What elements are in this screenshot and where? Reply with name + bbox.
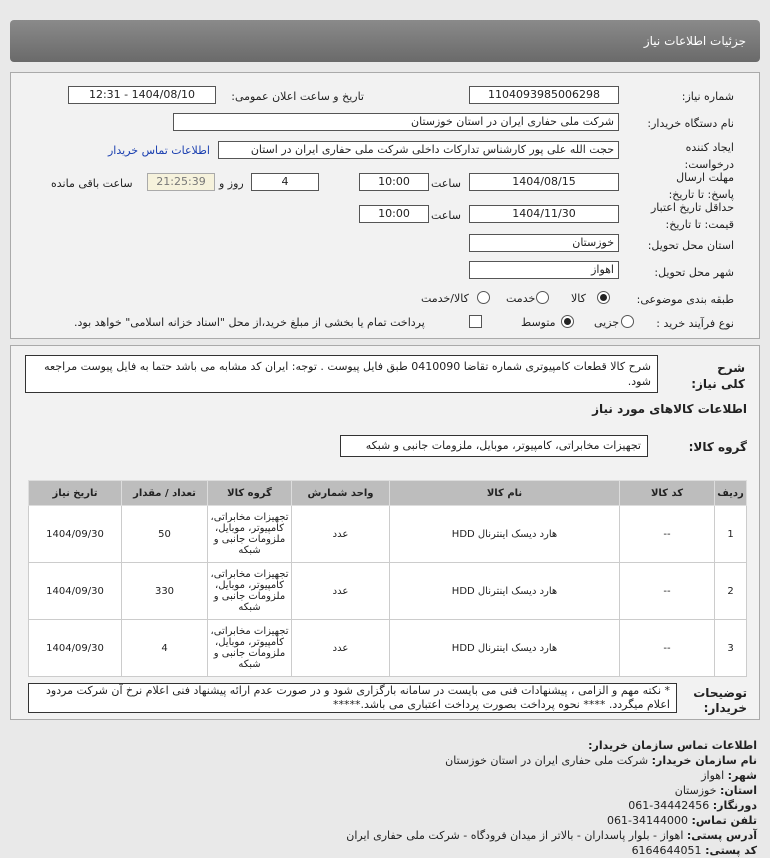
cell-qty: 50	[122, 506, 208, 563]
province-field: خوزستان	[469, 234, 619, 252]
contact-postal: 6164644051	[631, 844, 702, 857]
col-group: گروه کالا	[208, 481, 292, 506]
need-number-field: 1104093985006298	[469, 86, 619, 104]
cell-unit: عدد	[292, 563, 390, 620]
validity-label: حداقل تاریخ اعتبار قیمت: تا تاریخ:	[650, 201, 734, 231]
cell-code: --	[620, 563, 715, 620]
cell-name: هارد دیسک اینترنال HDD	[390, 506, 620, 563]
contact-org-label: نام سازمان خریدار:	[651, 754, 757, 767]
buyer-notes-label: توضیحات خریدار:	[693, 686, 747, 715]
creator-label: ایجاد کننده درخواست:	[684, 141, 734, 171]
deadline-label: مهلت ارسال پاسخ: تا تاریخ:	[668, 171, 734, 201]
group-label: گروه کالا:	[688, 440, 747, 454]
table-row	[29, 506, 747, 563]
contact-city: اهواز	[701, 769, 725, 782]
category-goods-label: کالا	[571, 292, 586, 305]
contact-phone: 34144000-061	[607, 814, 689, 827]
cell-name: هارد دیسک اینترنال HDD	[390, 620, 620, 677]
buyer-org-label: نام دستگاه خریدار:	[647, 117, 734, 130]
goods-heading: اطلاعات کالاهای مورد نیاز	[592, 402, 747, 416]
table-row	[29, 620, 747, 677]
buyer-contact-link[interactable]: اطلاعات تماس خریدار	[108, 144, 210, 157]
cell-unit: عدد	[292, 620, 390, 677]
contact-phone-label: تلفن تماس:	[691, 814, 757, 827]
days-field: 4	[251, 173, 319, 191]
cell-qty: 4	[122, 620, 208, 677]
contact-fax: 34442456-061	[628, 799, 710, 812]
process-label: نوع فرآیند خرید :	[656, 317, 734, 330]
col-qty: تعداد / مقدار	[122, 481, 208, 506]
treasury-checkbox[interactable]	[469, 315, 482, 328]
contact-address-label: آدرس پستی:	[686, 829, 757, 842]
col-name: نام کالا	[390, 481, 620, 506]
cell-code: --	[620, 506, 715, 563]
description-box: شرح کالا قطعات کامپیوتری شماره تقاضا 0410090 طبق فایل پیوست . توجه: ایران کد مشابه می باشد حتما به فایل پیوست مراجعه شود.	[25, 355, 658, 393]
buyer-notes-box: * نکته مهم و الزامی ، پیشنهادات فنی می بایست در سامانه بارگزاری شود و در صورت عدم ارائه پیشنهاد فنی اعلام نرخ آن شرکت مردود اعلام میگردد. **** نحوه پرداخت بصورت پرداخت اعتباری می باشد.*****	[28, 683, 677, 713]
treasury-note: پرداخت تمام یا بخشی از مبلغ خرید،از محل "اسناد خزانه اسلامی" خواهد بود.	[74, 316, 425, 329]
deadline-date-field: 1404/08/15	[469, 173, 619, 191]
city-label: شهر محل تحویل:	[654, 266, 734, 279]
buyer-org-field: شرکت ملی حفاری ایران در استان خوزستان	[173, 113, 619, 131]
contact-title: اطلاعات تماس سازمان خریدار:	[588, 739, 757, 752]
need-number-label: شماره نیاز:	[681, 90, 734, 103]
category-both-radio[interactable]	[477, 291, 490, 304]
process-medium-label: متوسط	[521, 316, 556, 329]
cell-group: تجهیزات مخابراتی، کامپیوتر، موبایل، ملزومات جانبی و شبکه	[208, 506, 292, 563]
col-date: تاریخ نیاز	[29, 481, 122, 506]
group-box: تجهیزات مخابراتی، کامپیوتر، موبایل، ملزومات جانبی و شبکه	[340, 435, 648, 457]
cell-row: 1	[715, 506, 747, 563]
cell-date: 1404/09/30	[29, 620, 122, 677]
contact-address: اهواز - بلوار پاسداران - بالاتر از میدان فرودگاه - شرکت ملی حفاری ایران	[346, 829, 684, 842]
validity-time-field: 10:00	[359, 205, 429, 223]
announce-field: 1404/08/10 - 12:31	[68, 86, 216, 104]
contact-org: شرکت ملی حفاری ایران در استان خوزستان	[445, 754, 649, 767]
contact-province-label: استان:	[720, 784, 757, 797]
cell-qty: 330	[122, 563, 208, 620]
cell-date: 1404/09/30	[29, 563, 122, 620]
category-both-label: کالا/خدمت	[421, 292, 469, 305]
buyer-contact-info	[346, 738, 757, 858]
cell-name: هارد دیسک اینترنال HDD	[390, 563, 620, 620]
deadline-time-field: 10:00	[359, 173, 429, 191]
need-info-panel	[10, 72, 760, 339]
cell-code: --	[620, 620, 715, 677]
remaining-label: ساعت باقی مانده	[51, 177, 133, 190]
deadline-time-label: ساعت	[431, 177, 461, 190]
creator-field: حجت الله علی پور کارشناس تدارکات داخلی شرکت ملی حفاری ایران در استان	[218, 141, 619, 159]
category-service-radio[interactable]	[536, 291, 549, 304]
contact-city-label: شهر:	[727, 769, 757, 782]
table-row	[29, 563, 747, 620]
remaining-time-field: 21:25:39	[147, 173, 215, 191]
cell-row: 3	[715, 620, 747, 677]
category-service-label: خدمت	[506, 292, 536, 305]
table-header	[29, 481, 747, 506]
goods-table	[28, 480, 747, 677]
contact-fax-label: دورنگار:	[712, 799, 757, 812]
city-field: اهواز	[469, 261, 619, 279]
validity-time-label: ساعت	[431, 209, 461, 222]
cell-row: 2	[715, 563, 747, 620]
cell-group: تجهیزات مخابراتی، کامپیوتر، موبایل، ملزومات جانبی و شبکه	[208, 620, 292, 677]
days-label: روز و	[219, 177, 244, 190]
category-label: طبقه بندی موضوعی:	[636, 293, 734, 306]
contact-province: خوزستان	[674, 784, 717, 797]
process-small-radio[interactable]	[621, 315, 634, 328]
announce-label: تاریخ و ساعت اعلان عمومی:	[231, 90, 364, 103]
process-medium-radio[interactable]	[561, 315, 574, 328]
col-code: کد کالا	[620, 481, 715, 506]
cell-unit: عدد	[292, 506, 390, 563]
province-label: استان محل تحویل:	[647, 239, 734, 252]
cell-group: تجهیزات مخابراتی، کامپیوتر، موبایل، ملزومات جانبی و شبکه	[208, 563, 292, 620]
validity-date-field: 1404/11/30	[469, 205, 619, 223]
contact-postal-label: کد پستی:	[705, 844, 757, 857]
description-label: شرح کلی نیاز:	[691, 361, 745, 391]
cell-date: 1404/09/30	[29, 506, 122, 563]
page-title: جزئیات اطلاعات نیاز	[643, 34, 746, 48]
category-goods-radio[interactable]	[597, 291, 610, 304]
process-small-label: جزیی	[594, 316, 620, 329]
page-header	[10, 20, 760, 62]
col-unit: واحد شمارش	[292, 481, 390, 506]
col-row: ردیف	[715, 481, 747, 506]
